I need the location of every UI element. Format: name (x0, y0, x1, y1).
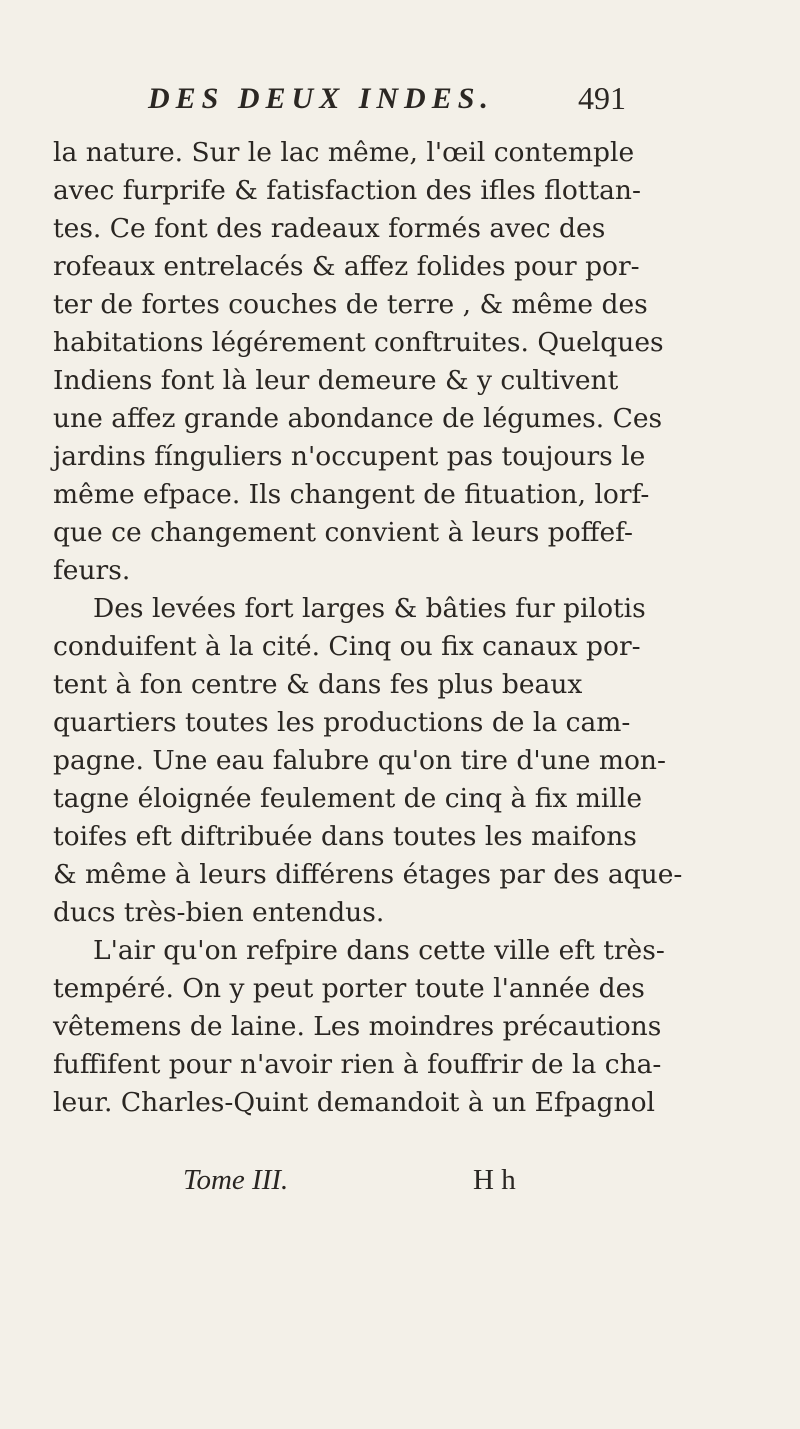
text-line: leur. Charles-Quint demandoit à un Efpagnol (53, 1087, 656, 1118)
text-line: toifes eft diftribuée dans toutes les maifons (53, 821, 637, 852)
text-line: que ce changement convient à leurs poffef- (53, 517, 633, 548)
text-line: Des levées fort larges & bâties fur pilotis (93, 593, 646, 624)
text-line: vêtemens de laine. Les moindres précautions (53, 1011, 662, 1042)
signature-mark: H h (473, 1164, 516, 1196)
page-header (148, 82, 648, 122)
volume-label: Tome III. (183, 1164, 289, 1196)
text-line: conduifent à la cité. Cinq ou fix canaux por- (53, 631, 641, 662)
text-line: rofeaux entrelacés & affez folides pour por- (53, 251, 640, 282)
text-line: Indiens font là leur demeure & y cultivent (53, 365, 619, 396)
text-line: feurs. (53, 555, 131, 586)
text-line: ter de fortes couches de terre , & même des (53, 289, 648, 320)
page-number: 491 (578, 80, 626, 116)
text-line: L'air qu'on refpire dans cette ville eft très- (93, 935, 665, 966)
text-line: tes. Ce font des radeaux formés avec des (53, 213, 606, 244)
text-line: même efpace. Ils changent de fituation, lorf- (53, 479, 650, 510)
text-line: pagne. Une eau falubre qu'on tire d'une mon- (53, 745, 666, 776)
text-line: avec furprife & fatisfaction des ifles flottan- (53, 175, 641, 206)
text-line: tent à fon centre & dans fes plus beaux (53, 669, 583, 700)
page-footer (183, 1164, 683, 1204)
text-line: tempéré. On y peut porter toute l'année des (53, 973, 645, 1004)
running-title: DES DEUX INDES. (148, 82, 494, 115)
text-line: quartiers toutes les productions de la cam- (53, 707, 631, 738)
text-line: habitations légérement conftruites. Quelques (53, 327, 664, 358)
text-line: jardins fínguliers n'occupent pas toujours le (53, 441, 646, 472)
text-line: tagne éloignée feulement de cinq à fix mille (53, 783, 643, 814)
text-line: ducs très-bien entendus. (53, 897, 385, 928)
text-line: une affez grande abondance de légumes. Ces (53, 403, 663, 434)
text-line: & même à leurs différens étages par des aque- (53, 859, 683, 890)
text-line: fuffifent pour n'avoir rien à fouffrir de la cha- (53, 1049, 662, 1080)
text-line: la nature. Sur le lac même, l'œil contemple (53, 137, 635, 168)
